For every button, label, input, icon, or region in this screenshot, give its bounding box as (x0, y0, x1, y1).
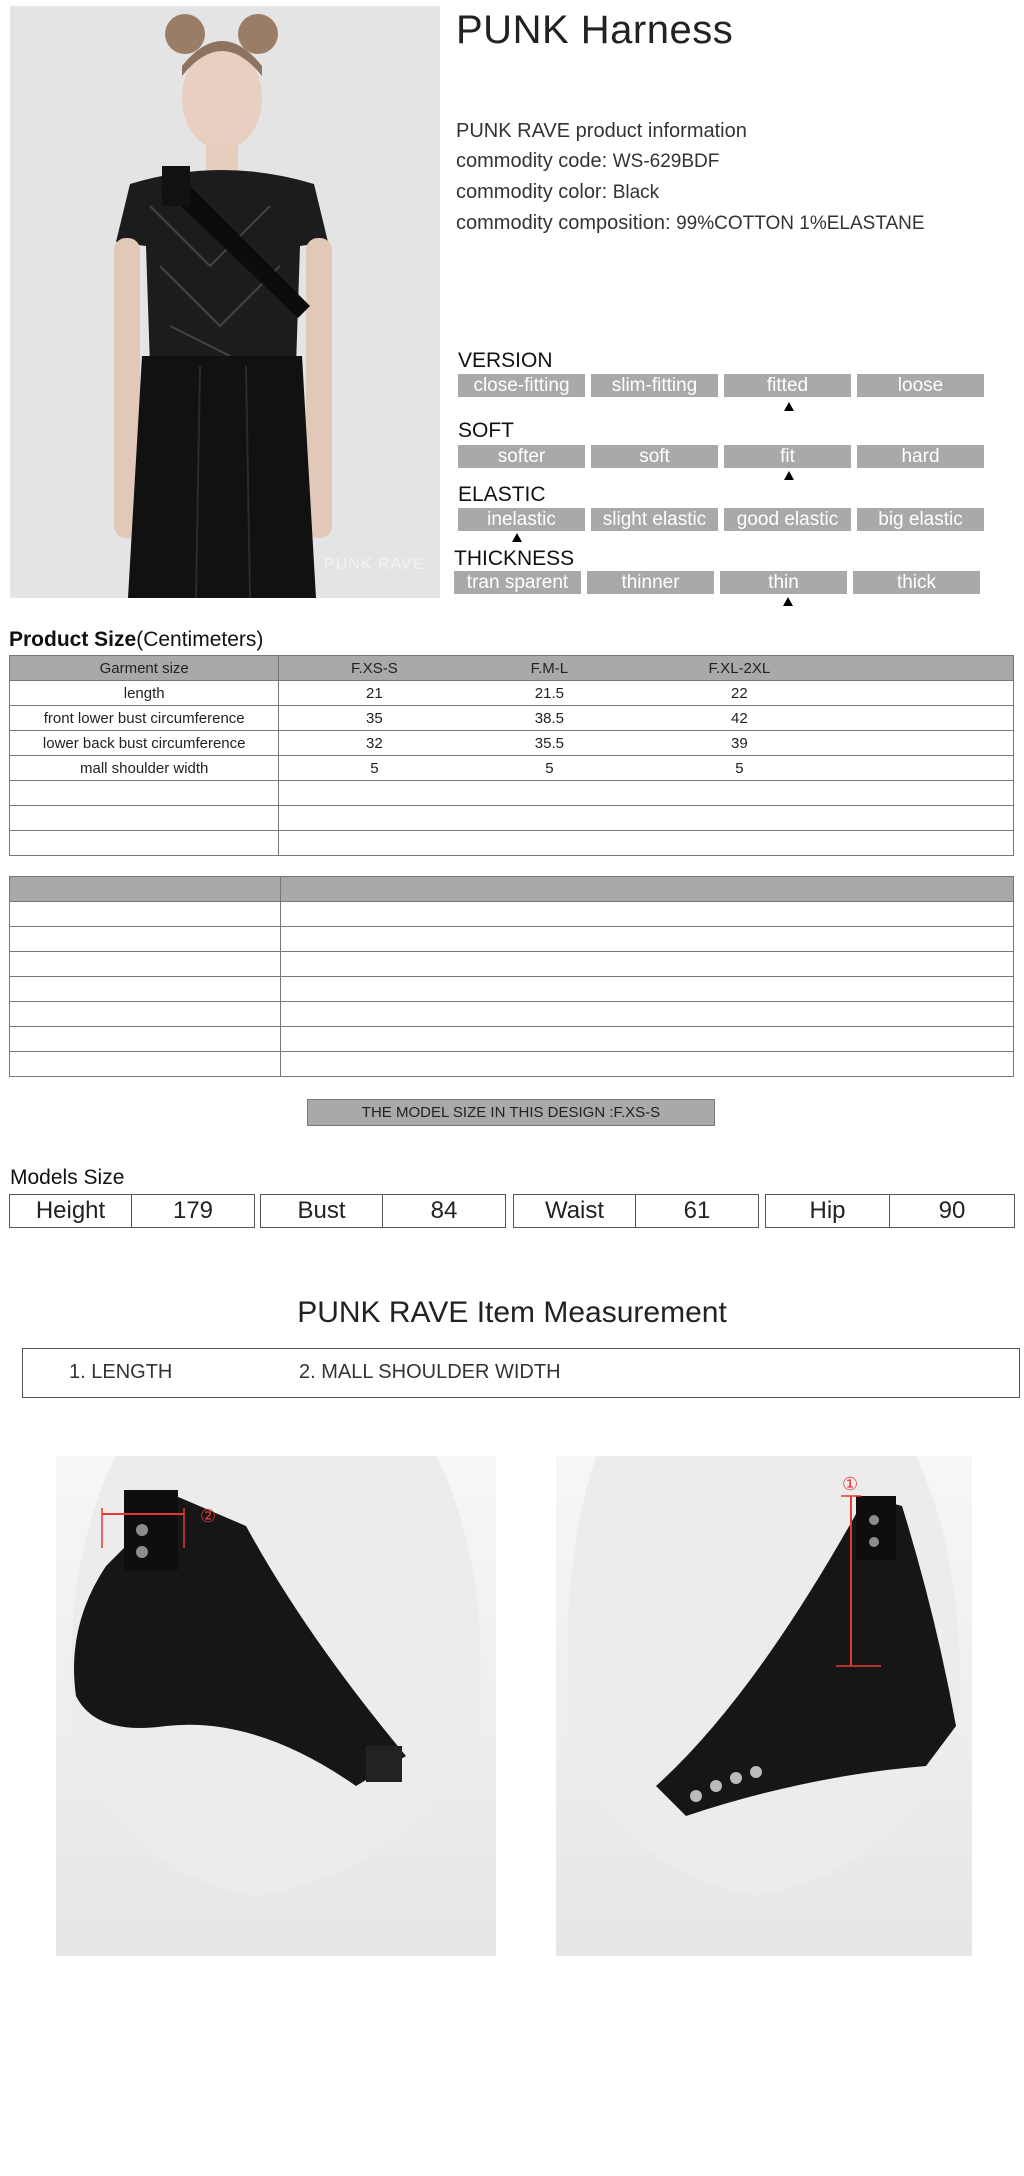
model-stat-waist (513, 1194, 759, 1228)
product-back-photo (556, 1456, 972, 1956)
info-heading: PUNK RAVE product information (456, 120, 747, 142)
row-label: front lower bust circumference (10, 706, 279, 731)
table-cell: 42 (731, 709, 748, 727)
size-header-cell: F.M-L (530, 659, 569, 677)
composition-row (456, 208, 925, 239)
table-row (10, 1002, 1014, 1027)
measurement-item: 2. MALL SHOULDER WIDTH (299, 1361, 561, 1383)
measurement-item: 1. LENGTH (69, 1361, 173, 1383)
color-row (456, 177, 659, 208)
thickness-label: THICKNESS (454, 547, 575, 570)
table-row (10, 952, 1014, 977)
version-option: loose (857, 374, 984, 397)
model-stat-height (9, 1194, 255, 1228)
soft-scale (458, 445, 984, 468)
version-marker-icon (784, 402, 794, 411)
table-cell: 38.5 (534, 709, 564, 727)
table-row (10, 756, 1014, 781)
marker-1-icon: ① (842, 1474, 859, 1494)
size-header-cell: F.XL-2XL (708, 659, 771, 677)
table-row (10, 977, 1014, 1002)
model-stat-value: 90 (938, 1197, 966, 1224)
model-stat-key: Waist (514, 1195, 636, 1227)
model-stat-hip (765, 1194, 1015, 1228)
table-cell: 35.5 (534, 734, 564, 752)
table-cell: 5 (545, 759, 554, 777)
table-cell: 22 (731, 684, 748, 702)
model-photo (10, 6, 440, 598)
thickness-option: tran sparent (454, 571, 581, 594)
table-row (10, 1027, 1014, 1052)
table-row (10, 781, 1014, 806)
model-stat-key: Hip (766, 1195, 890, 1227)
color-value: Black (612, 182, 660, 203)
code-value: WS-629BDF (612, 151, 720, 172)
elastic-label: ELASTIC (458, 483, 546, 506)
code-row (456, 146, 719, 177)
table-row (10, 1052, 1014, 1077)
product-front-photo (56, 1456, 496, 1956)
elastic-option: good elastic (724, 508, 851, 531)
soft-marker-icon (784, 471, 794, 480)
table-cell: 39 (731, 734, 748, 752)
soft-option: soft (591, 445, 718, 468)
thickness-option: thick (853, 571, 980, 594)
table-row (10, 656, 1014, 681)
model-stat-key: Height (10, 1195, 132, 1227)
code-label: commodity code: (456, 150, 608, 172)
version-option: fitted (724, 374, 851, 397)
model-stat-bust (260, 1194, 506, 1228)
measurement-legend (22, 1348, 1020, 1398)
thickness-scale (454, 571, 980, 594)
product-title: PUNK Harness (456, 8, 734, 52)
composition-value: 99%COTTON 1%ELASTANE (676, 213, 925, 234)
table-row (10, 731, 1014, 756)
row-label: length (10, 681, 279, 706)
model-stat-key: Bust (261, 1195, 383, 1227)
soft-option: hard (857, 445, 984, 468)
elastic-option: big elastic (857, 508, 984, 531)
models-size-title: Models Size (10, 1166, 125, 1189)
table-row (10, 831, 1014, 856)
size-header-label: Garment size (10, 656, 279, 681)
table-cell: 35 (366, 709, 383, 727)
soft-label: SOFT (458, 419, 514, 442)
size-table-title: Product Size(Centimeters) (9, 628, 264, 651)
table-cell: 32 (366, 734, 383, 752)
table-row (10, 877, 1014, 902)
elastic-marker-icon (512, 533, 522, 542)
table-cell: 21 (366, 684, 383, 702)
model-stat-value: 61 (683, 1197, 711, 1224)
soft-option: fit (724, 445, 851, 468)
table-row (10, 681, 1014, 706)
elastic-scale (458, 508, 984, 531)
version-option: slim-fitting (591, 374, 718, 397)
size-header-cell: F.XS-S (351, 659, 398, 677)
version-option: close-fitting (458, 374, 585, 397)
elastic-option: inelastic (458, 508, 585, 531)
model-size-banner: THE MODEL SIZE IN THIS DESIGN :F.XS-S (307, 1099, 715, 1126)
soft-option: softer (458, 445, 585, 468)
watermark: PUNK RAVE (324, 556, 425, 573)
version-label: VERSION (458, 349, 553, 372)
row-label: mall shoulder width (10, 756, 279, 781)
table-row (10, 902, 1014, 927)
table-cell: 5 (370, 759, 379, 777)
marker-2-icon: ② (200, 1506, 217, 1526)
measurement-title: PUNK RAVE Item Measurement (297, 1296, 727, 1329)
table-row (10, 706, 1014, 731)
table-cell: 21.5 (534, 684, 564, 702)
elastic-option: slight elastic (591, 508, 718, 531)
thickness-marker-icon (783, 597, 793, 606)
color-label: commodity color: (456, 181, 608, 203)
row-label: lower back bust circumference (10, 731, 279, 756)
table-cell: 5 (735, 759, 744, 777)
version-scale (458, 374, 984, 397)
model-stat-value: 179 (172, 1197, 214, 1224)
thickness-option: thin (720, 571, 847, 594)
thickness-option: thinner (587, 571, 714, 594)
model-stat-value: 84 (430, 1197, 458, 1224)
size-table (9, 655, 1014, 856)
composition-label: commodity composition: (456, 212, 671, 234)
table-row (10, 806, 1014, 831)
table-row (10, 927, 1014, 952)
extra-table (9, 876, 1014, 1077)
